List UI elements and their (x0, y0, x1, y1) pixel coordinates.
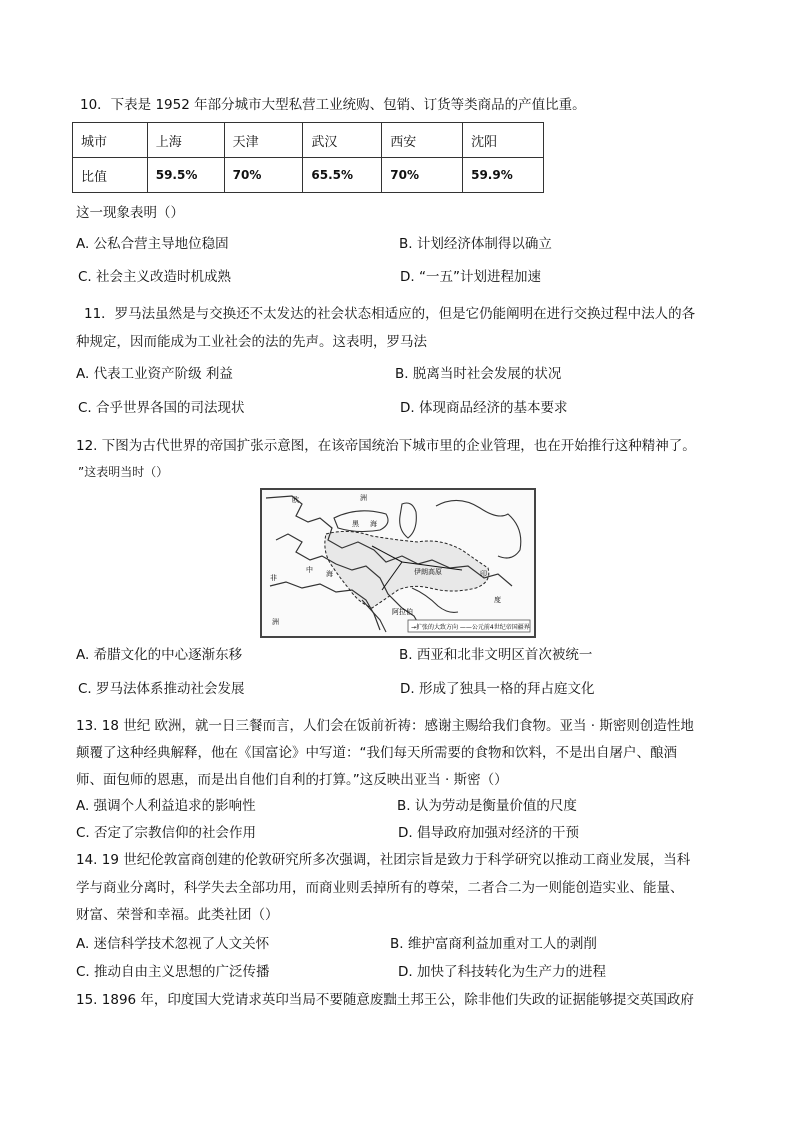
table-row (73, 123, 544, 158)
map-label: 洲 (360, 494, 367, 502)
q12-stem-line1: 12. 下图为古代世界的帝国扩张示意图，在该帝国统治下城市里的企业管理，也在开始推行这种精神了。 (76, 438, 696, 454)
q11-option-c[interactable]: C. 合乎世界各国的司法现状 (78, 400, 245, 416)
q14-stem-line3: 财富、荣誉和幸福。此类社团（） (76, 907, 279, 923)
map-label: 黑 (352, 520, 359, 528)
q10-option-b[interactable]: B. 计划经济体制得以确立 (399, 236, 552, 252)
table-cell: 70% (382, 158, 463, 193)
map-label: 海 (326, 570, 333, 578)
q13-option-d[interactable]: D. 倡导政府加强对经济的干预 (398, 825, 579, 841)
table-cell: 西安 (382, 123, 463, 158)
q14-option-c[interactable]: C. 推动自由主义思想的广泛传播 (76, 964, 270, 980)
q12-option-b[interactable]: B. 西亚和北非文明区首次被统一 (399, 647, 593, 663)
q11-option-d[interactable]: D. 体现商品经济的基本要求 (400, 400, 568, 416)
q14-option-d[interactable]: D. 加快了科技转化为生产力的进程 (398, 964, 606, 980)
q14-stem-line1: 14. 19 世纪伦敦富商创建的伦敦研究所多次强调，社团宗旨是致力于科学研究以推动工商业发展，当科 (76, 852, 691, 868)
q11-option-a[interactable]: A. 代表工业资产阶级 利益 (76, 366, 233, 382)
table-cell: 59.5% (147, 158, 224, 193)
q14-stem-line2: 学与商业分离时，科学失去全部功用，而商业则丢掉所有的尊荣，二者合二为一则能创造实业、能量、 (76, 880, 684, 896)
table-cell: 沈阳 (463, 123, 544, 158)
q13-stem-line2: 颠覆了这种经典解释，他在《国富论》中写道：“我们每天所需要的食物和饮料，不是出自屠户、酿酒 (76, 745, 677, 761)
q11-stem-line1: 11．罗马法虽然是与交换还不太发达的社会状态相适应的，但是它仍能阐明在进行交换过程中法人的各 (84, 306, 696, 322)
map-legend: →扩张的大致方向 ——公元前4世纪帝国疆界 (411, 624, 530, 631)
q11-stem-line2: 种规定，因而能成为工业社会的法的先声。这表明，罗马法 (76, 334, 427, 350)
q15-stem-line1: 15. 1896 年，印度国大党请求英印当局不要随意废黜土邦王公，除非他们失政的证据能够提交英国政府 (76, 992, 694, 1008)
empire-expansion-map (260, 488, 536, 638)
table-cell: 武汉 (303, 123, 382, 158)
map-label: 印 (480, 570, 487, 578)
table-row (73, 158, 544, 193)
table-cell: 城市 (73, 123, 148, 158)
q13-option-b[interactable]: B. 认为劳动是衡量价值的尺度 (397, 798, 577, 814)
q13-stem-line1: 13. 18 世纪 欧洲，就一日三餐而言，人们会在饭前祈祷：感谢主赐给我们食物。亚当 · 斯密则创造性地 (76, 718, 694, 734)
q12-option-c[interactable]: C. 罗马法体系推动社会发展 (78, 681, 245, 697)
table-cell: 59.9% (463, 158, 544, 193)
table-cell: 70% (224, 158, 303, 193)
q12-stem-line2: ”这表明当时（） (78, 465, 169, 479)
map-label: 阿拉伯 (392, 608, 413, 616)
map-label: 伊朗高原 (414, 568, 442, 576)
q10-option-a[interactable]: A. 公私合营主导地位稳固 (76, 236, 229, 252)
map-label: 洲 (272, 618, 279, 626)
table-cell: 65.5% (303, 158, 382, 193)
q12-option-a[interactable]: A. 希腊文化的中心逐渐东移 (76, 647, 243, 663)
map-label: 中 (306, 566, 313, 574)
map-label: 海 (370, 520, 377, 528)
q14-option-b[interactable]: B. 维护富商利益加重对工人的剥削 (390, 936, 597, 952)
table-cell: 天津 (224, 123, 303, 158)
q10-option-c[interactable]: C. 社会主义改造时机成熟 (78, 269, 232, 285)
q10-question: 这一现象表明（） (76, 205, 184, 221)
q10-data-table (72, 122, 544, 193)
q13-option-a[interactable]: A. 强调个人利益追求的影响性 (76, 798, 256, 814)
q14-option-a[interactable]: A. 迷信科学技术忽视了人文关怀 (76, 936, 270, 952)
q13-option-c[interactable]: C. 否定了宗教信仰的社会作用 (76, 825, 257, 841)
map-label: 度 (494, 596, 501, 604)
q10-option-d[interactable]: D. “一五”计划进程加速 (400, 269, 541, 285)
q13-stem-line3: 师、面包师的恩惠，而是出自他们自利的打算。”这反映出亚当 · 斯密（） (76, 772, 508, 788)
map-svg (262, 490, 534, 636)
q10-stem: 10．下表是 1952 年部分城市大型私营工业统购、包销、订货等类商品的产值比重。 (80, 97, 586, 113)
map-label: 非 (270, 574, 277, 582)
table-cell: 上海 (147, 123, 224, 158)
q11-option-b[interactable]: B. 脱离当时社会发展的状况 (395, 366, 562, 382)
table-cell: 比值 (73, 158, 148, 193)
q12-option-d[interactable]: D. 形成了独具一格的拜占庭文化 (400, 681, 595, 697)
map-label: 欧 (292, 496, 299, 504)
